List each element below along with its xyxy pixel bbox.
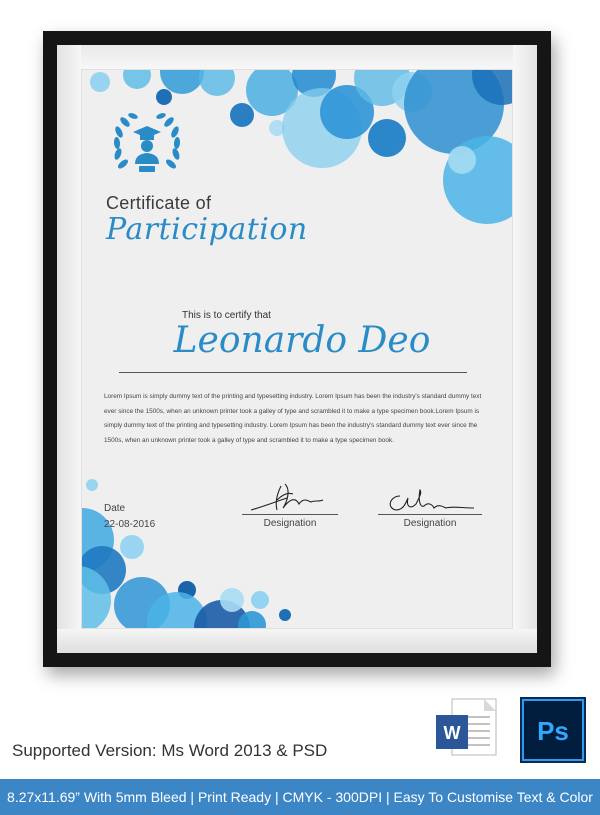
picture-frame: [43, 31, 551, 667]
signature-1-label: Designation: [263, 518, 317, 529]
spec-bar-text: 8.27x11.69” With 5mm Bleed | Print Ready | CMYK - 300DPI | Easy To Customise Text & Color: [7, 789, 593, 805]
mat-bevel-right: [513, 45, 537, 653]
photoshop-icon-label: Ps: [537, 716, 569, 746]
mat-bevel-top: [57, 45, 537, 69]
signature-1: [247, 480, 327, 516]
mat-bevel-left: [57, 45, 81, 653]
signature-2-line: [378, 514, 482, 515]
date-value: 22-08-2016: [104, 519, 156, 530]
signature-2-label: Designation: [403, 518, 457, 529]
certificate-body: Lorem Ipsum is simply dummy text of the printing and typesetting industry. Lorem Ipsum has been the industry's standard dummy text ever since the 1500s, when an unknown printer took a galley of type and scrambled it to make a type specimen book.Lorem Ipsum is simply dummy text of the printing and typesetting industry. Lorem Ipsum has been the industry's standard dummy text ever since the 1500s, when an unknown printer took a galley of type and scrambled it to make a type specimen book.: [104, 393, 482, 444]
supported-version-text: Supported Version: Ms Word 2013 & PSD: [12, 741, 328, 760]
date-label: Date: [104, 503, 126, 514]
recipient-name: Leonardo Deo: [173, 320, 431, 361]
graduate-laurel-icon: [109, 108, 185, 180]
mat-bevel-bottom: [57, 629, 537, 653]
certificate-subtitle: Participation: [106, 212, 308, 247]
spec-bar: [0, 779, 600, 815]
signature-1-line: [242, 514, 338, 515]
certificate-title: Certificate of: [106, 193, 212, 213]
signature-2: [382, 486, 482, 516]
word-doc-icon: [432, 697, 500, 759]
frame-mat: [57, 45, 537, 653]
word-icon-label: W: [443, 723, 461, 743]
name-underline: [119, 372, 467, 373]
certify-text: This is to certify that: [182, 310, 271, 321]
photoshop-icon: [520, 697, 586, 763]
certificate: [82, 70, 512, 628]
